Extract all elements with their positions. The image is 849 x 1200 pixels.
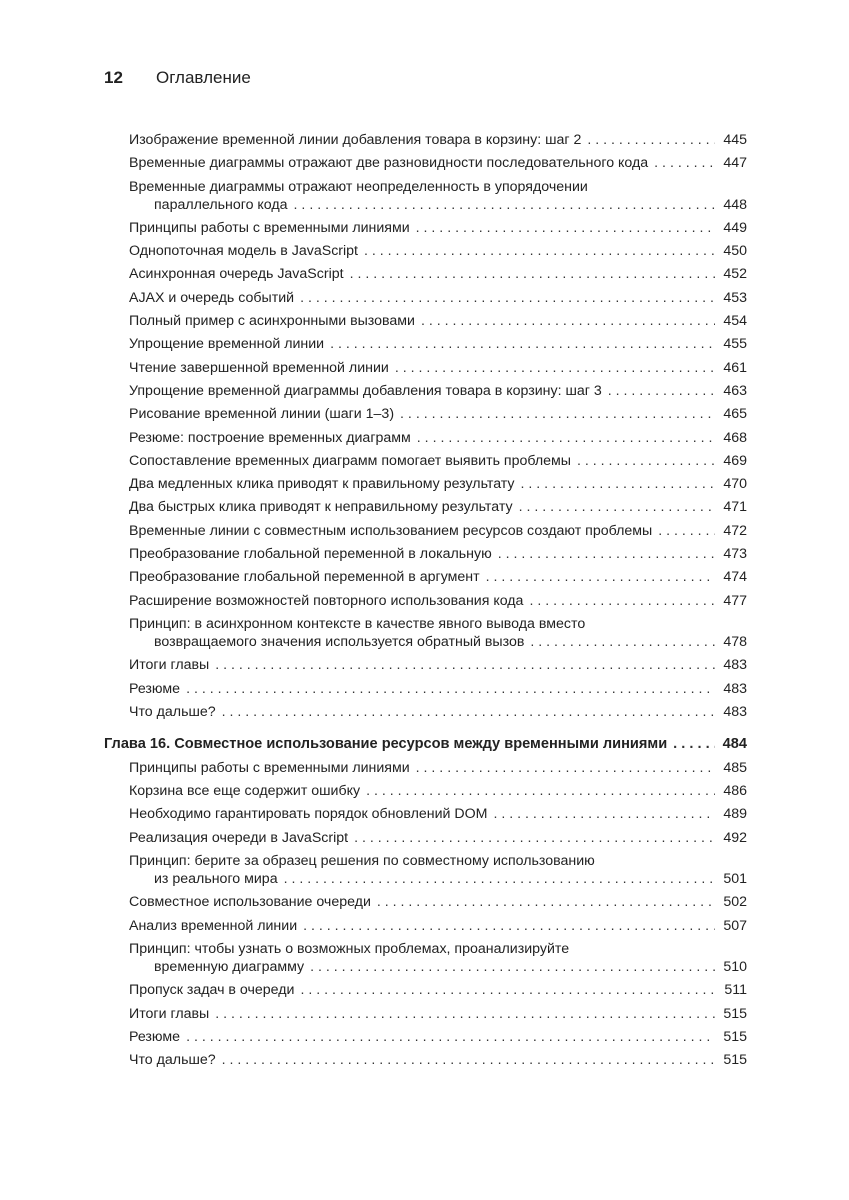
toc-entry-page: 515 <box>723 1052 747 1069</box>
toc-entry-title-line2: возвращаемого значения используется обратный вызов <box>154 633 525 650</box>
toc-entry[interactable] <box>104 703 747 721</box>
toc-entry[interactable] <box>104 219 747 237</box>
toc-entry[interactable] <box>104 265 747 283</box>
toc-entry-title-line1: Принцип: берите за образец решения по совместному использованию <box>129 853 595 870</box>
toc-entry-title: Резюме <box>129 1028 181 1045</box>
toc-entry-page: 478 <box>723 633 747 650</box>
toc-entry[interactable] <box>104 131 747 149</box>
toc-entry[interactable] <box>104 592 747 610</box>
toc-entry-title: Корзина все еще содержит ошибку <box>129 783 361 800</box>
toc-entry[interactable] <box>104 545 747 563</box>
chapter-16-page: 484 <box>722 735 747 752</box>
toc-entry-page: 452 <box>723 266 747 283</box>
dot-leader <box>416 759 715 777</box>
toc-entry-page: 473 <box>723 546 747 563</box>
toc-entry[interactable] <box>104 893 747 911</box>
toc-entry-title: Что дальше? <box>129 703 216 720</box>
page-number: 12 <box>104 68 123 87</box>
toc-entry-page: 489 <box>723 806 747 823</box>
toc-entry[interactable] <box>104 498 747 516</box>
toc-entry-title: Расширение возможностей повторного использования кода <box>129 592 524 609</box>
dot-leader <box>654 154 715 172</box>
dot-leader <box>366 782 715 800</box>
dot-leader <box>416 219 715 237</box>
toc-entry-page: 453 <box>723 289 747 306</box>
toc-entry-title-line2: из реального мира <box>154 871 278 888</box>
toc-entry-title: Пропуск задач в очереди <box>129 982 295 999</box>
toc-entry-page: 486 <box>723 783 747 800</box>
toc-entry-title: Преобразование глобальной переменной в аргумент <box>129 569 480 586</box>
toc-entry[interactable] <box>104 405 747 423</box>
toc-entry-title: Два медленных клика приводят к правильному результату <box>129 476 515 493</box>
toc-entry-page: 447 <box>723 155 747 172</box>
dot-leader <box>395 359 715 377</box>
toc-entry-title: Упрощение временной диаграммы добавления товара в корзину: шаг 3 <box>129 382 602 399</box>
toc-entry-page: 465 <box>723 406 747 423</box>
running-head <box>104 68 251 92</box>
toc-entry-title-line2: временную диаграмму <box>154 958 305 975</box>
dot-leader <box>310 958 715 976</box>
toc-entry[interactable] <box>104 382 747 400</box>
dot-leader <box>673 735 715 753</box>
toc-entry[interactable] <box>104 981 747 999</box>
toc-entry-title: Совместное использование очереди <box>129 894 371 911</box>
toc-entry[interactable] <box>104 1051 747 1069</box>
dot-leader <box>486 568 715 586</box>
toc-entry-title: Изображение временной линии добавления товара в корзину: шаг 2 <box>129 132 582 148</box>
toc-entry-page: 474 <box>723 569 747 586</box>
toc-entry-page: 483 <box>723 680 747 697</box>
toc-entry[interactable] <box>104 917 747 935</box>
toc-entry-title: Принципы работы с временными линиями <box>129 759 410 776</box>
toc-entry[interactable] <box>104 154 747 172</box>
chapter-16-heading[interactable] <box>104 735 747 753</box>
toc-entry-title: Временные линии с совместным использованием ресурсов создают проблемы <box>129 522 653 539</box>
toc-entry[interactable] <box>104 782 747 800</box>
toc-entry-page: 502 <box>723 894 747 911</box>
toc-entry-title: Однопоточная модель в JavaScript <box>129 243 359 260</box>
dot-leader <box>658 522 715 540</box>
toc-entry-title: Резюме <box>129 680 181 697</box>
toc-entry[interactable] <box>104 615 747 651</box>
toc-entry[interactable] <box>104 568 747 586</box>
toc-entry-page: 485 <box>723 759 747 776</box>
toc-entry[interactable] <box>104 359 747 377</box>
dot-leader <box>530 633 715 651</box>
toc-entry[interactable] <box>104 289 747 307</box>
dot-leader <box>354 829 715 847</box>
toc-section-1 <box>104 131 747 721</box>
toc-entry-page: 448 <box>723 196 747 213</box>
dot-leader <box>519 498 715 516</box>
toc-entry[interactable] <box>104 759 747 777</box>
toc-entry[interactable] <box>104 475 747 493</box>
toc-entry-page: 449 <box>723 219 747 236</box>
dot-leader <box>300 289 715 307</box>
toc-entry[interactable] <box>104 852 747 888</box>
toc-entry-title: Что дальше? <box>129 1052 216 1069</box>
toc-entry-page: 483 <box>723 703 747 720</box>
dot-leader <box>186 680 715 698</box>
toc-entry-page: 492 <box>723 829 747 846</box>
toc-section-2 <box>104 759 747 1069</box>
dot-leader <box>330 335 715 353</box>
toc-entry-title: Реализация очереди в JavaScript <box>129 829 349 846</box>
dot-leader <box>577 452 715 470</box>
toc-entry[interactable] <box>104 940 747 976</box>
toc-entry-page: 483 <box>723 657 747 674</box>
toc-entry[interactable] <box>104 452 747 470</box>
toc-entry-page: 477 <box>723 592 747 609</box>
toc-entry-title-line1: Временные диаграммы отражают неопределенность в упорядочении <box>129 178 588 195</box>
toc-entry-page: 468 <box>723 429 747 446</box>
toc-entry-title-line2: параллельного кода <box>154 196 288 213</box>
dot-leader <box>498 545 715 563</box>
dot-leader <box>303 917 715 935</box>
toc-entry-page: 472 <box>723 522 747 539</box>
toc-entry-title: Анализ временной линии <box>129 917 298 934</box>
dot-leader <box>521 475 715 493</box>
dot-leader <box>300 981 715 999</box>
dot-leader <box>587 131 715 149</box>
toc-entry-page: 507 <box>723 917 747 934</box>
toc-entry-title-line1: Принцип: в асинхронном контексте в качестве явного вывода вместо <box>129 615 586 632</box>
dot-leader <box>608 382 715 400</box>
dot-leader <box>417 429 715 447</box>
toc-entry[interactable] <box>104 312 747 330</box>
toc-entry[interactable] <box>104 1005 747 1023</box>
dot-leader <box>529 592 715 610</box>
toc-entry[interactable] <box>104 178 747 214</box>
toc-entry[interactable] <box>104 680 747 698</box>
dot-leader <box>186 1028 715 1046</box>
toc-entry-title: Итоги главы <box>129 657 210 674</box>
toc-entry-title: Необходимо гарантировать порядок обновлений DOM <box>129 806 488 823</box>
toc-entry-page: 511 <box>724 982 747 999</box>
dot-leader <box>494 805 716 823</box>
toc-entry-page: 515 <box>723 1028 747 1045</box>
toc-entry-page: 470 <box>723 476 747 493</box>
dot-leader <box>294 196 715 214</box>
toc-entry-title: Сопоставление временных диаграмм помогает выявить проблемы <box>129 452 571 469</box>
dot-leader <box>222 1051 715 1069</box>
toc-entry-title: Резюме: построение временных диаграмм <box>129 429 411 446</box>
toc-entry-page: 454 <box>723 313 747 330</box>
dot-leader <box>377 893 715 911</box>
toc-entry-title: Чтение завершенной временной линии <box>129 359 389 376</box>
toc-entry-title: Итоги главы <box>129 1005 210 1022</box>
toc-entry-title: Принципы работы с временными линиями <box>129 219 410 236</box>
dot-leader <box>284 870 715 888</box>
toc-entry-title: Преобразование глобальной переменной в локальную <box>129 546 492 563</box>
toc-entry-page: 501 <box>723 871 747 888</box>
dot-leader <box>400 405 715 423</box>
toc-entry-page: 510 <box>723 958 747 975</box>
toc-entry[interactable] <box>104 829 747 847</box>
toc-entry-page: 455 <box>723 336 747 353</box>
toc-entry-page: 469 <box>723 452 747 469</box>
toc-entry-title: Асинхронная очередь JavaScript <box>129 266 344 283</box>
toc-entry[interactable] <box>104 656 747 674</box>
dot-leader <box>350 265 715 283</box>
toc-entry-page: 461 <box>723 359 747 376</box>
toc-entry[interactable] <box>104 805 747 823</box>
toc-entry-title: Упрощение временной линии <box>129 336 325 353</box>
toc-entry-page: 450 <box>723 243 747 260</box>
toc-entry-title-line1: Принцип: чтобы узнать о возможных проблемах, проанализируйте <box>129 940 570 957</box>
dot-leader <box>215 1005 715 1023</box>
toc-entry-title: Два быстрых клика приводят к неправильному результату <box>129 499 513 516</box>
toc-entry-page: 445 <box>723 132 747 148</box>
dot-leader <box>364 242 715 260</box>
toc-entry-title: Рисование временной линии (шаги 1–3) <box>129 406 395 423</box>
toc-entry-title: AJAX и очередь событий <box>129 289 295 306</box>
toc-entry-page: 463 <box>723 382 747 399</box>
dot-leader <box>222 703 715 721</box>
toc-entry[interactable] <box>104 242 747 260</box>
toc-entry-page: 471 <box>723 499 747 516</box>
toc-entry-title: Временные диаграммы отражают две разновидности последовательного кода <box>129 155 649 172</box>
toc-entry-page: 515 <box>723 1005 747 1022</box>
toc-entry[interactable] <box>104 1028 747 1046</box>
chapter-16-title: Глава 16. Совместное использование ресурсов между временными линиями <box>104 735 668 752</box>
running-title: Оглавление <box>156 68 251 87</box>
dot-leader <box>421 312 715 330</box>
toc-entry[interactable] <box>104 429 747 447</box>
toc-entry[interactable] <box>104 335 747 353</box>
toc-entry-title: Полный пример с асинхронными вызовами <box>129 313 415 330</box>
toc-entry[interactable] <box>104 522 747 540</box>
table-of-contents <box>104 131 747 1074</box>
dot-leader <box>215 656 715 674</box>
